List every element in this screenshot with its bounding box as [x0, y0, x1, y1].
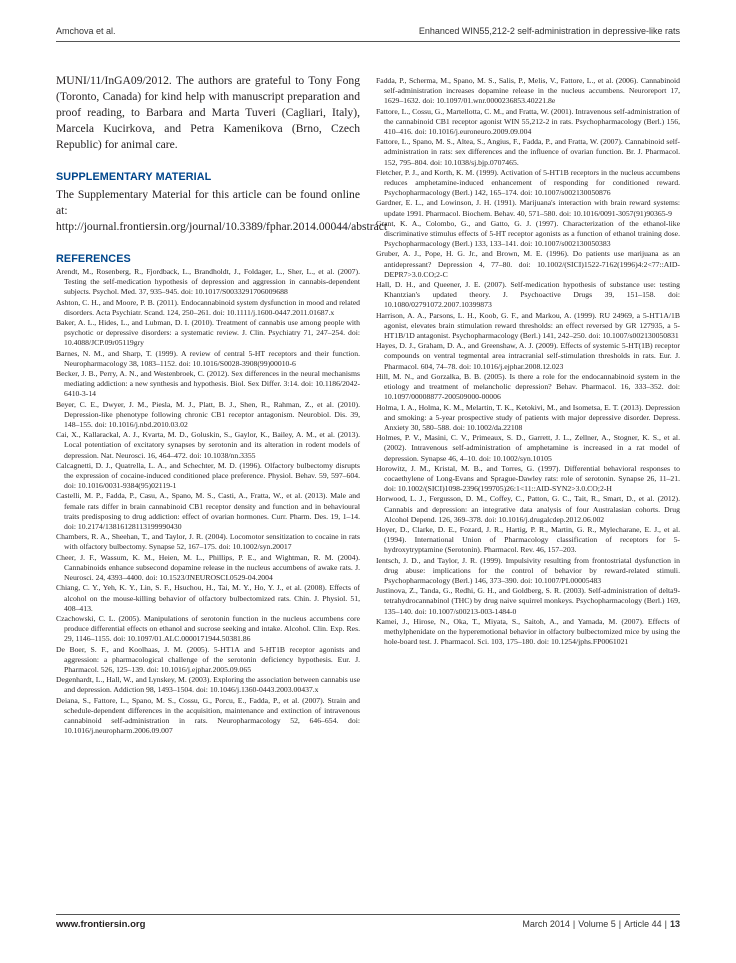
reference-entry: Gardner, E. L., and Lowinson, J. H. (1991). Marijuana's interaction with brain reward systems: update 1991. Pharmacol. Biochem. Behav. 40, 571–580. doi: 10.1016/0091-3057(91)90365-9 — [376, 198, 680, 218]
reference-entry: Degenhardt, L., Hall, W., and Lynskey, M. (2003). Exploring the association between cannabis use and depression. Addiction 98, 1493–1504. doi: 10.1046/j.1360-0443.2003.00437.x — [56, 675, 360, 695]
footer-rule — [56, 914, 680, 915]
reference-entry: Arendt, M., Rosenberg, R., Fjordback, L., Brandholdt, J., Foldager, L., Sher, L., et al. (2007). Testing the self-medication hypothesis of depression and aggression in cannabis-dependent subjects. Psychol. Med. 37, 935–945. doi: 10.1017/S0033291706009688 — [56, 267, 360, 297]
header-title: Enhanced WIN55,212-2 self-administration in depressive-like rats — [418, 26, 680, 36]
reference-entry: Ashton, C. H., and Moore, P. B. (2011). Endocannabinoid system dysfunction in mood and related disorders. Acta Psychiatr. Scand. 124, 250–261. doi: 10.1111/j.1600-0447.2011.01687.x — [56, 297, 360, 317]
reference-entry: Fattore, L., Cossu, G., Martellotta, C. M., and Fratta, W. (2001). Intravenous self-administration of the cannabinoid CB1 receptor agonist WIN 55,212-2 in rats. Psychopharmacology (Berl.) 156, 410–416. doi: 10.1016/j.euroneuro.2009.09.004 — [376, 106, 680, 137]
reference-entry: Holma, I. A., Holma, K. M., Melartin, T. K., Ketokivi, M., and Isometsa, E. T. (2013). Depression and smoking: a 5-year prospective study of patients with major depressive disorder. Depress. Anxiety 30, 580–588. doi: 10.1002/da.22108 — [376, 402, 680, 432]
page-number: 13 — [669, 919, 680, 929]
supplementary-text: The Supplementary Material for this article can be found online at: http://journal.frontiersin.org/journal/10.3389/fphar.2014.00044/abstract — [56, 188, 388, 233]
reference-entry: Deiana, S., Fattore, L., Spano, M. S., Cossu, G., Porcu, E., Fadda, P., et al. (2007). Strain and schedule-dependent differences in the acquisition, maintenance and extinction of intravenous cannabinoid self-administration in rats. Neuropharmacology 52, 646–654. doi: 10.1016/j.neuropharm.2006.09.007 — [56, 695, 360, 736]
reference-entry: Chambers, R. A., Sheehan, T., and Taylor, J. R. (2004). Locomotor sensitization to cocaine in rats with olfactory bulbectomy. Synapse 52, 167–175. doi: 10.1002/syn.20017 — [56, 532, 360, 552]
reference-entry: Czachowski, C. L. (2005). Manipulations of serotonin function in the nucleus accumbens core produce differential effects on ethanol and sucrose seeking and intake. Alcohol. Clin. Exp. Res. 29, 1146–1155. doi: 10.1097/01.ALC.0000171944.50381.86 — [56, 613, 360, 644]
footer-volume: Volume 5 — [578, 919, 616, 929]
acknowledgments-text: MUNI/11/InGA09/2012. The authors are grateful to Tony Fong (Toronto, Canada) for kind help with manuscript preparation and proof reading, to Barbara and Marta Tuveri (Cagliari, Italy), Marcela Kucirkova, and Petra Kamenikova (Brno, Czech Republic) for animal care. — [56, 74, 360, 151]
reference-entry: Baker, A. L., Hides, L., and Lubman, D. I. (2010). Treatment of cannabis use among people with psychotic or depressive disorders: a systematic review. J. Clin. Psychiatry 71, 247–254. doi: 10.4088/JCP.09r05119gry — [56, 318, 360, 348]
footer-meta: March 2014 | Volume 5 | Article 44 | 13 — [522, 919, 680, 929]
footer-date: March 2014 — [522, 919, 570, 929]
reference-entry: Gruber, A. J., Pope, H. G. Jr., and Brown, M. E. (1996). Do patients use marijuana as an antidepressant? Depression 4, 77–80. doi: 10.1002/(SICI)1522-7162(1996)4:2<77::AID-DEPR7>3.0.CO;2-C — [376, 249, 680, 279]
references-title: REFERENCES — [56, 253, 131, 265]
header-rule — [56, 41, 680, 42]
reference-entry: Grant, K. A., Colombo, G., and Gatto, G. J. (1997). Characterization of the ethanol-like discriminative stimulus effects of 5-HT receptor agonists as a function of ethanol training dose. Psychopharmacology (Berl.) 133, 133–141. doi: 10.1007/s002130050383 — [376, 218, 680, 249]
reference-entry: Fletcher, P. J., and Korth, K. M. (1999). Activation of 5-HT1B receptors in the nucleus accumbens reduces amphetamine-induced enhancement of responding for conditioned reward. Psychopharmacology (Berl.) 142, 165–174. doi: 10.1007/s002130050876 — [376, 167, 680, 198]
reference-entry: Hill, M. N., and Gorzalka, B. B. (2005). Is there a role for the endocannabinoid system in the etiology and treatment of melancholic depression? Behav. Pharmacol. 16, 333–352. doi: 10.1097/00008877-200509000-00006 — [376, 371, 680, 402]
references-list-right — [376, 76, 680, 647]
reference-entry: Cheer, J. F., Wassum, K. M., Heien, M. L., Phillips, P. E., and Wightman, R. M. (2004). Cannabinoids enhance subsecond dopamine release in the nucleus accumbens of awake rats. J. Neurosci. 24, 4393–4400. doi: 10.1523/JNEUROSCI.0529-04.2004 — [56, 552, 360, 583]
reference-entry: Hoyer, D., Clarke, D. E., Fozard, J. R., Hartig, P. R., Martin, G. R., Mylecharane, E. J., et al. (1994). International Union of Pharmacology classification of receptors for 5-hydroxytryptamine (Serotonin). Pharmacol. Rev. 46, 157–203. — [376, 524, 680, 555]
reference-entry: De Boer, S. F., and Koolhaas, J. M. (2005). 5-HT1A and 5-HT1B receptor agonists and aggression: a pharmacological challenge of the serotonin deficiency hypothesis. Eur. J. Pharmacol. 526, 125–139. doi: 10.1016/j.ejphar.2005.09.065 — [56, 644, 360, 674]
reference-entry: Chiang, C. Y., Yeh, K. Y., Lin, S. F., Hsuchou, H., Tai, M. Y., Ho, Y. J., et al. (2008). Effects of alcohol on the mouse-killing behavior of olfactory bulbectomized rats. Chin. J. Physiol. 51, 408–413. — [56, 583, 360, 613]
reference-entry: Beyer, C. E., Dwyer, J. M., Piesla, M. J., Platt, B. J., Shen, R., Rahman, Z., et al. (2010). Depression-like phenotype following chronic CB1 receptor antagonism. Neurobiol. Dis. 39, 148–155. doi: 10.1016/j.nbd.2010.03.02 — [56, 399, 360, 430]
header-authors: Amchova et al. — [56, 26, 116, 36]
reference-entry: Calcagnetti, D. J., Quatrella, L. A., and Schechter, M. D. (1996). Olfactory bulbectomy disrupts the expression of cocaine-induced conditioned place preference. Physiol. Behav. 59, 597–604. doi: 10.1016/0031-9384(95)02119-1 — [56, 460, 360, 491]
right-column — [376, 76, 680, 647]
reference-entry: Castelli, M. P., Fadda, P., Casu, A., Spano, M. S., Casti, A., Fratta, W., et al. (2013). Male and female rats differ in brain cannabinoid CB1 receptor density and function and in behavioural traits predisposing to drug addiction: effect of ovarian hormones. Curr. Pharm. Des. 19, 1–14. doi: 10.2174/13816128113199990430 — [56, 491, 360, 532]
references-list-left — [56, 267, 360, 736]
footer-site[interactable]: www.frontiersin.org — [56, 919, 146, 930]
reference-entry: Holmes, P. V., Masini, C. V., Primeaux, S. D., Garrett, J. L., Zellner, A., Stogner, K. S., et al. (2002). Intravenous self-administration of amphetamine is increased in a rat model of depression. Synapse 46, 4–10. doi: 10.1002/syn.10105 — [376, 433, 680, 463]
reference-entry: Harrison, A. A., Parsons, L. H., Koob, G. F., and Markou, A. (1999). RU 24969, a 5-HT1A/1B agonist, elevates brain stimulation reward thresholds: an effect reversed by GR 127935, a 5-HT1B/1D antagonist. Psychopharmacology (Berl.) 141, 242–250. doi: 10.1007/s002130050831 — [376, 310, 680, 341]
reference-entry: Barnes, N. M., and Sharp, T. (1999). A review of central 5-HT receptors and their function. Neuropharmacology 38, 1083–1152. doi: 10.1016/S0028-3908(99)00010-6 — [56, 348, 360, 368]
left-column — [56, 73, 388, 736]
reference-entry: Cai, X., Kallarackal, A. J., Kvarta, M. D., Goluskin, S., Gaylor, K., Bailey, A. M., et al. (2013). Local potentiation of excitatory synapses by serotonin and its alteration in rodent models of depression. Nat. Neurosci. 16, 464–472. doi: 10.1038/nn.3355 — [56, 430, 360, 460]
running-header — [56, 26, 680, 40]
reference-entry: Horowitz, J. M., Kristal, M. B., and Torres, G. (1997). Differential behavioral responses to cocaethylene of Long-Evans and Sprague-Dawley rats: role of serotonin. Synapse 26, 11–21. doi: 10.1002/(SICI)1098-2396(199705)26:1<11::AID-SYN2>3.0.CO;2-H — [376, 463, 680, 494]
reference-entry: Horwood, L. J., Fergusson, D. M., Coffey, C., Patton, G. C., Tait, R., Smart, D., et al. (2012). Cannabis and depression: an integrative data analysis of four Australasian cohorts. Drug Alcohol Depend. 126, 369–378. doi: 10.1016/j.drugalcdep.2012.06.002 — [376, 494, 680, 524]
reference-entry: Ientsch, J. D., and Taylor, J. R. (1999). Impulsivity resulting from frontostriatal dysfunction in drug abuse: implications for the control of behavior by reward-related stimuli. Psychopharmacology (Berl.) 146, 373–390. doi: 10.1007/PL00005483 — [376, 555, 680, 585]
reference-entry: Fadda, P., Scherma, M., Spano, M. S., Salis, P., Melis, V., Fattore, L., et al. (2006). Cannabinoid self-administration increases dopamine release in the nucleus accumbens. Neuroreport 17, 1629–1632. doi: 10.1097/01.wnr.0000236853.40221.8e — [376, 76, 680, 106]
reference-entry: Becker, J. B., Perry, A. N., and Westenbroek, C. (2012). Sex differences in the neural mechanisms mediating addiction: a new synthesis and hypothesis. Biol. Sex Differ. 3:14. doi: 10.1186/2042-6410-3-14 — [56, 369, 360, 399]
supplementary-title: SUPPLEMENTARY MATERIAL — [56, 171, 212, 183]
reference-entry: Hayes, D. J., Graham, D. A., and Greenshaw, A. J. (2009). Effects of systemic 5-HT(1B) receptor compounds on ventral tegmental area intracranial self-stimulation thresholds in rats. Eur. J. Pharmacol. 604, 74–78. doi: 10.1016/j.ejphar.2008.12.023 — [376, 341, 680, 371]
reference-entry: Hall, D. H., and Queener, J. E. (2007). Self-medication hypothesis of substance use: testing Khantzian's updated theory. J. Psychoactive Drugs 39, 151–158. doi: 10.1080/02791072.2007.10399873 — [376, 280, 680, 310]
reference-entry: Justinova, Z., Tanda, G., Redhi, G. H., and Goldberg, S. R. (2003). Self-administration of delta9-tetrahydrocannabinol (THC) by drug naive squirrel monkeys. Psychopharmacology (Berl.) 169, 135–140. doi: 10.1007/s00213-003-1484-0 — [376, 586, 680, 616]
reference-entry: Kamei, J., Hirose, N., Oka, T., Miyata, S., Saitoh, A., and Yamada, M. (2007). Effects of methylphenidate on the hyperemotional behavior in olfactory bulbectomized mice by using the hole-board test. J. Pharmacol. Sci. 103, 175–180. doi: 10.1254/jphs.FP0061021 — [376, 616, 680, 647]
reference-entry: Fattore, L., Spano, M. S., Altea, S., Angius, F., Fadda, P., and Fratta, W. (2007). Cannabinoid self-administration in rats: sex differences and the influence of ovarian function. Br. J. Pharmacol. 152, 795–804. doi: 10.1038/sj.bjp.0707465. — [376, 137, 680, 167]
footer-article: Article 44 — [624, 919, 662, 929]
